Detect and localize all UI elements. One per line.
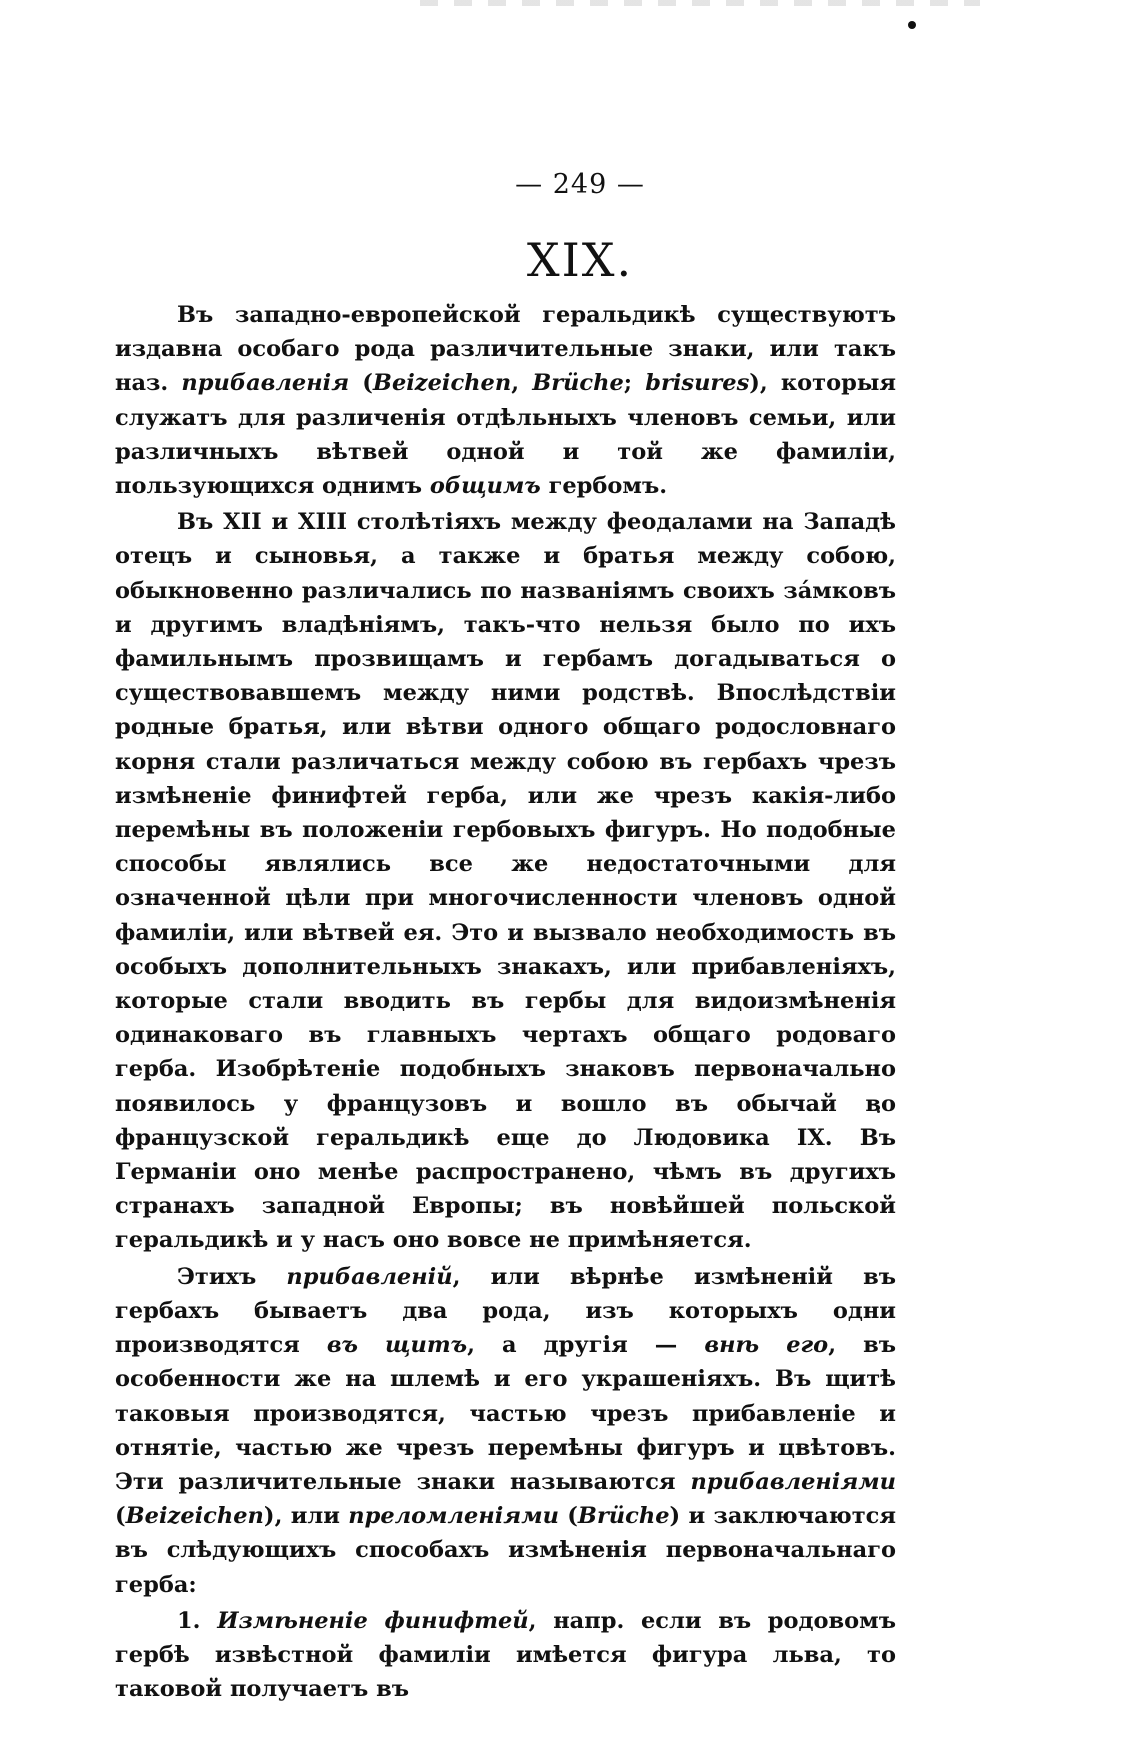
italic-text-run: Beizeichen — [372, 370, 512, 397]
paragraph — [115, 1260, 896, 1602]
text-run: ( — [349, 370, 373, 397]
italic-text-run: Измѣненіе финифтей — [217, 1607, 529, 1634]
text-run: Въ XII и XIII столѣтіяхъ между феодалами на Западѣ отецъ и сыновья, а также и братья между собою, обыкновенно различались по названіямъ своихъ за́мковъ и другимъ владѣніямъ, такъ-что нельзя было по ихъ фамильнымъ прозвищамъ и гербамъ догадываться о существовавшемъ между ними родствѣ. Впослѣдствіи родные братья, или вѣтви одного общаго родословнаго корня стали различаться между собою въ гербахъ чрезъ измѣненіе финифтей герба, или же чрезъ какія-либо перемѣны въ положеніи гербовыхъ фигуръ. Но подобные способы являлись все же недостаточными для означенной цѣли при многочисленности членовъ одной фамиліи, или вѣтвей ея. Это и вызвало необходимость въ особыхъ дополнительныхъ знакахъ, или прибавленіяхъ, которые стали вводить въ гербы для видоизмѣненія одинаковаго въ главныхъ чертахъ общаго родоваго герба. Изобрѣтеніе подобныхъ знаковъ первоначально появилось у французовъ и вошло въ обычай во французской геральдикѣ еще до Людовика IX. Въ Германіи оно менѣе распространено, чѣмъ въ другихъ странахъ западной Европы; въ новѣйшей польской геральдикѣ и у насъ оно вовсе не примѣняется. — [115, 509, 896, 1254]
italic-text-run: преломленіями — [348, 1503, 559, 1530]
text-run: ; — [623, 370, 646, 397]
italic-text-run: общимъ — [429, 473, 541, 500]
text-run: , — [511, 370, 533, 397]
paragraph — [115, 1604, 896, 1707]
italic-text-run: внѣ его — [704, 1332, 829, 1359]
paragraph — [115, 298, 896, 503]
body-text — [115, 298, 896, 1706]
text-run: , напр. если въ родовомъ гербѣ извѣстной фамиліи имѣется фигура льва, то таковой получаетъ въ — [115, 1607, 896, 1703]
scan-edge-marks — [420, 0, 980, 6]
italic-text-run: Beizeichen — [125, 1503, 264, 1530]
text-run: 1. — [177, 1607, 218, 1634]
text-run: ( — [558, 1503, 578, 1530]
scan-speck — [908, 21, 916, 29]
italic-text-run: Brüche — [577, 1503, 670, 1530]
text-run: , въ особенности же на шлемѣ и его украшеніяхъ. Въ щитѣ таковыя производятся, частью чрезъ прибавленіе и отнятіе, частью же чрезъ перемѣны фигуръ и цвѣтовъ. Эти различительные знаки называются — [115, 1332, 896, 1495]
text-run: , а другія — — [467, 1332, 705, 1359]
italic-text-run: въ щитъ — [326, 1332, 468, 1359]
chapter-title: XIX. — [526, 233, 634, 287]
text-run: ), или — [263, 1503, 349, 1530]
italic-text-run: прибавленіями — [690, 1468, 896, 1495]
italic-text-run: brisures — [645, 370, 750, 397]
paragraph — [115, 505, 896, 1257]
text-run: ( — [115, 1503, 126, 1530]
page-number: — 249 — — [515, 169, 645, 200]
italic-text-run: Brüche — [532, 370, 624, 397]
text-run: ), которыя служатъ для различенія отдѣльныхъ членовъ семьи, или различныхъ вѣтвей одной и той же фамиліи, пользующихся однимъ — [115, 370, 897, 500]
italic-text-run: прибавленія — [181, 370, 350, 397]
text-run: гербомъ. — [540, 473, 668, 500]
text-run: , или вѣрнѣе измѣненій въ гербахъ бываетъ два рода, изъ которыхъ одни производятся — [115, 1263, 896, 1359]
text-run: Въ западно-европейской геральдикѣ существуютъ издавна особаго рода различительные знаки, или такъ наз. — [115, 302, 896, 397]
text-run: Этихъ — [177, 1263, 287, 1290]
italic-text-run: прибавленій — [286, 1263, 453, 1290]
text-run: ) и заключаются въ слѣдующихъ способахъ измѣненія первоначальнаго герба: — [115, 1503, 896, 1598]
